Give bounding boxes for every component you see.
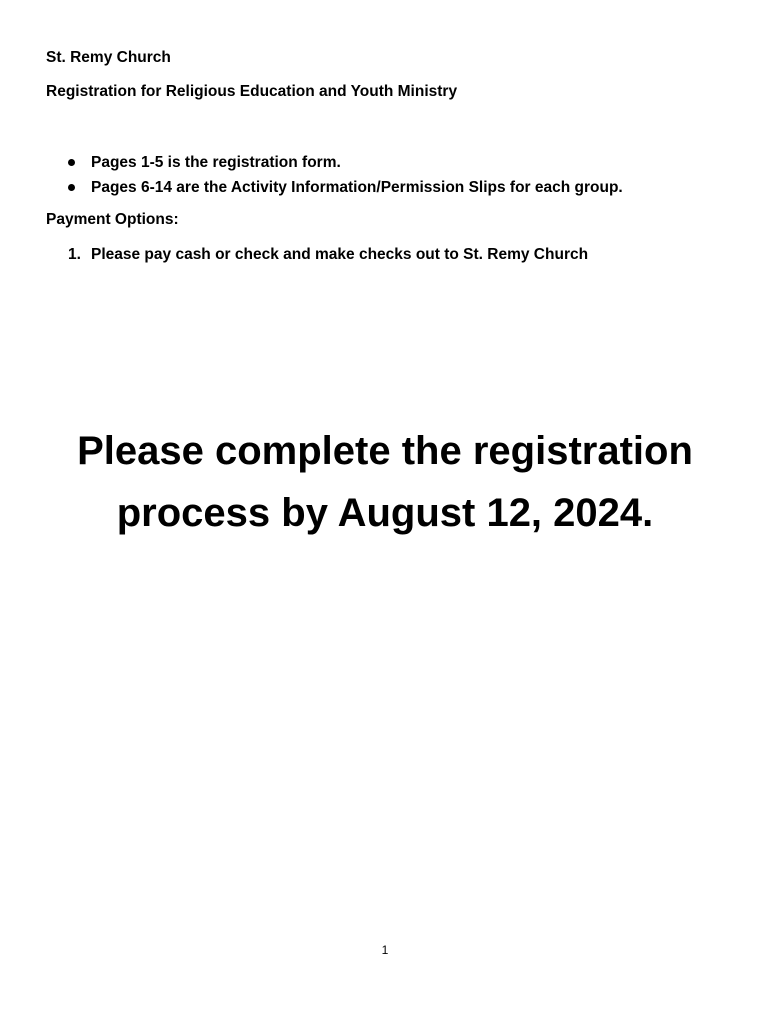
page-info-list xyxy=(68,150,623,200)
church-name: St. Remy Church xyxy=(46,49,171,66)
list-item-text: Pages 6-14 are the Activity Information/Permission Slips for each group. xyxy=(91,179,623,196)
deadline-line-2: process by August 12, 2024. xyxy=(116,491,654,535)
page-number: 1 xyxy=(381,943,389,957)
list-number: 1. xyxy=(68,246,81,263)
deadline-line-1: Please complete the registration xyxy=(77,429,693,473)
payment-option-item xyxy=(68,245,588,265)
payment-option-text: Please pay cash or check and make checks out to St. Remy Church xyxy=(91,246,589,263)
list-item-text: Pages 1-5 is the registration form. xyxy=(91,154,341,171)
bullet-icon xyxy=(68,159,75,166)
deadline-notice xyxy=(0,420,770,544)
bullet-icon xyxy=(68,184,75,191)
list-item xyxy=(68,150,623,175)
payment-options-heading: Payment Options: xyxy=(46,211,179,228)
list-item xyxy=(68,175,623,200)
form-title: Registration for Religious Education and Youth Ministry xyxy=(46,83,458,100)
payment-options-list xyxy=(68,245,588,265)
